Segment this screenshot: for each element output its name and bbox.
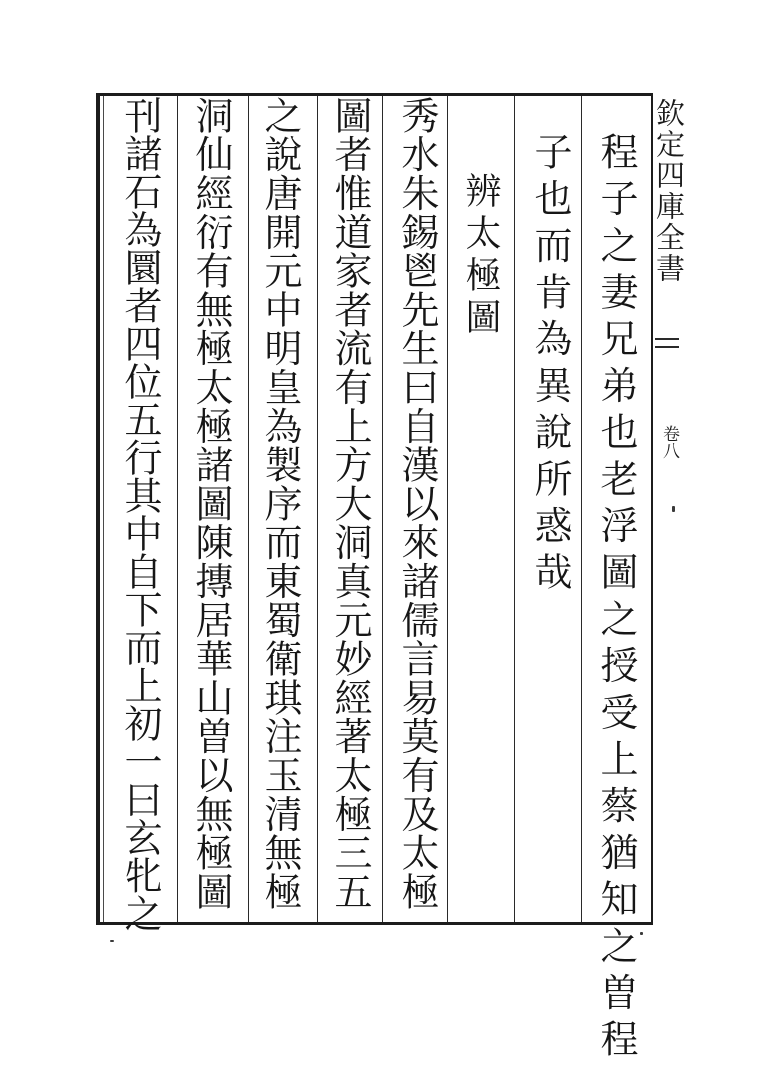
section-heading: 辨太極圖 bbox=[460, 172, 501, 340]
frame-top-rule bbox=[96, 93, 651, 96]
book-title: 欽定四庫全書 bbox=[652, 98, 686, 284]
text-column-4: 秀水朱錫鬯先生曰自漢以來諸儒言易莫有及太極 bbox=[395, 96, 439, 911]
frame-left-border bbox=[96, 93, 100, 925]
text-column-2: 子也而肯為異說所惑哉 bbox=[528, 132, 572, 599]
margin-fishtail-mark bbox=[655, 338, 679, 340]
text-column-6: 之說唐開元中明皇為製序而東蜀衛琪注玉清無極 bbox=[258, 96, 302, 911]
column-rule bbox=[581, 96, 582, 922]
scan-speck bbox=[640, 932, 643, 935]
text-column-1: 程子之妻兄弟也老浮圖之授受上蔡猶知之曽程 bbox=[594, 132, 638, 1066]
frame-bottom-rule bbox=[96, 922, 651, 925]
scan-speck bbox=[672, 506, 675, 512]
text-column-8: 刊諸石為圜者四位五行其中自下而上初一曰玄牝之 bbox=[118, 96, 162, 932]
frame-left-inner-rule bbox=[103, 96, 104, 922]
margin-fishtail-mark bbox=[655, 346, 679, 348]
juan-number: 卷八 bbox=[659, 425, 679, 459]
scan-speck bbox=[110, 940, 114, 942]
column-rule bbox=[382, 96, 383, 922]
column-rule bbox=[447, 96, 448, 922]
column-rule bbox=[177, 96, 178, 922]
column-rule bbox=[514, 96, 515, 922]
text-column-5: 圖者惟道家者流有上方大洞真元妙經著太極三五 bbox=[328, 96, 372, 911]
text-column-7: 洞仙經衍有無極太極諸圖陳摶居華山曽以無極圖 bbox=[189, 96, 233, 911]
column-rule bbox=[248, 96, 249, 922]
column-rule bbox=[317, 96, 318, 922]
